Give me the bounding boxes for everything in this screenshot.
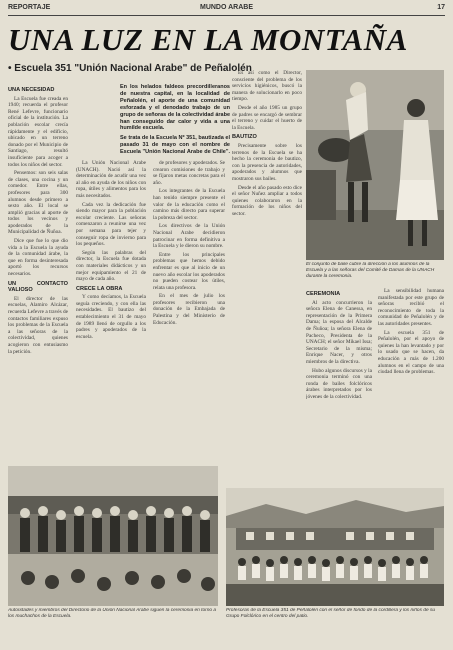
paragraph: Hubo algunos discursos y la ceremonia terminó con una ronda de bailes folclóricos árabes interpretados por los jóvenes de la colectividad. [306,367,372,400]
paragraph: Desde el año 1985 un grupo de padres se encargó de sembrar el terreno y cuidar el huerto de la Escuela. [232,104,302,131]
header-rule [8,15,445,16]
column-2 [76,160,146,455]
paragraph: La Unión Nacional Arabe (UNACH). Nació así la determinación de acudir una vez al año en ayuda de los niños con ropa, útiles y alimentos para los más necesitados. [76,160,146,199]
paragraph: El director de las escuelas, Alamiro Alcázar, recuerda Lefevre a través de contactos familiares expuso los problemas de la Escuela a las señoras de la colectividad, quienes acogieron con entusiasmo la petición. [8,295,68,355]
section-heading: CEREMONIA [306,291,341,297]
photo-students [226,488,444,606]
paragraph: Según las palabras del director, la Escuela fue dotada con materiales didácticos y un mejor equipamiento el 21 de mayo de cada año. [76,249,146,283]
paragraph: Pensemos: son seis salas de clases, una cocina y un comedor. Entre ellas, profesores para 300 alumnos desde primero a sexto año. El local se amplió gracias al aporte de todos los vecinos y apoderados de la Municipalidad de Ñuñoa. [8,170,68,236]
paragraph: Dice que fue lo que dio vida a la Escuela la ayuda de la comunidad árabe, la que en forma desinteresada aportó los recursos necesarios. [8,238,68,278]
paragraph: Precisamente sobre los terrenos de la Escuela se ha hecho la ceremonia de bautizo, con la presencia de autoridades, apoderados y alumnos que mostraron sus bailes. [232,142,302,182]
section-heading: UN CONTACTO VALIOSO [8,280,68,294]
article-title: UNA LUZ EN LA MONTAÑA [8,22,408,57]
paragraph: La sensibilidad humana manifestada por este grupo de señoras recibió el reconocimiento de toda la comunidad de Peñalolén y de las autoridades presentes. [378,288,444,327]
section-label: REPORTAJE [8,4,51,11]
paragraph: Los directivos de la Unión Nacional Arabe decidieron patrocinar en forma definitiva a la Escuela y le dieron su nombre. [153,223,225,250]
photo-students-caption: Profesoras de la Escuela 351 de Peñalolén con el señor de fondo de la cordillera y los niños de su Grupo Folclórico en el centro del patio. [226,608,436,619]
column-3 [153,160,225,455]
photo-students-image [226,488,444,606]
photo-dancers-image [306,70,444,260]
section-heading: BAUTIZO [232,134,257,141]
paragraph: La Escuela fue creada en 1940; recuerda el profesor René Lefevre, funcionario oficial de la institución. La población escolar crecía rápidamente y el edificio, ubicado en un terreno donado por el Municipio de Santiago, resultó insuficiente para acoger a todos los niños del sector. [8,95,68,168]
page-number: 17 [437,4,445,11]
column-6 [378,288,444,456]
lead-paragraph: En los helados faldeos precordilleranos de nuestra capital, en la localidad de Peñalolén, el aporte de una comunidad esforzada y el denodado trabajo de un grupo de señoras de la colectividad árabe han conseguido dar calor y vida a una humilde escuela. [120,84,230,132]
lead-paragraph: Se trata de la Escuela Nº 351, bautizada el pasado 31 de mayo con el nombre de Escuela "Unión Nacional Arabe de Chile". [120,135,230,156]
paragraph: Al acto concurrieron la señora Elena de Canessa, en representación de la Primera Dama; la esposa del Alcalde de Ñuñoa; la señora Elena de Pacheco, Presidenta de la UNACH; el señor Mikael Issa; Secretario de la misma; Enrique Nacer, y otros miembros de la directiva. [306,299,372,365]
paragraph: Desde el año pasado esto dice el señor Nuñez ampliar a todos quienes colaboraron en la formación de los niños del sector. [232,184,302,217]
photo-dancers [306,70,444,260]
article-lead [120,84,230,156]
paragraph: En el mes de julio los profesores recibieron una donación de la Embajada de Palestina y del Ministerio de Educación. [153,293,225,326]
photo-authorities-image [8,466,218,606]
column-5 [306,288,372,456]
paragraph: Cada vez la dedicación fue siendo mayor para la población escolar creciente. Las señoras comenzaron a reunirse una vez por semana para tejer y conseguir ropa de invierno para los pequeños. [76,201,146,248]
section-heading: CRECE LA OBRA [76,285,123,292]
paragraph: de profesores y apoderados. Se crearon comisiones de trabajo y se fijaron metas concretas para el año. [153,160,225,186]
paragraph: Entre los principales problemas que hemos debido enfrentar es que al inicio de un nuevo año escolar los apoderados no pueden costear los útiles, relata una profesora. [153,251,225,291]
photo-authorities-caption: Autoridades y miembros del Directorio de la Unión Nacional Arabe siguen la ceremonia en torno a los muchachos de la Escuela. [8,608,217,619]
paragraph: La escuela 351 de Peñalolén, por el apoyo de quienes la han levantado y por lo usado que se hacen, da educación a más de 1.200 alumnos en el campo de una ciudad llena de problemas. [378,329,444,376]
photo-authorities [8,466,218,606]
magazine-name: MUNDO ARABE [199,4,254,11]
paragraph: Y como decíamos, la Escuela seguía creciendo, y con ella las necesidades. El bautizo del establecimiento el 31 de mayo de 1989 llenó de orgullo a los padres y apoderados de la escuela. [76,294,146,340]
column-1 [8,84,68,456]
column-4 [232,70,302,456]
paragraph: Es así como el Director, consciente del problema de los servicios higiénicos, buscó la manera de solucionarlo en poco tiempo. [232,70,302,103]
section-heading: UNA NECESIDAD [8,87,55,93]
photo-dancers-caption: El conjunto de baile cubre la dirección a los alumnos de la Escuela y a las señoras del Comité de Damas de la UNACH durante la ceremonia. [306,262,435,279]
article-subtitle: • Escuela 351 "Unión Nacional Arabe" de Peñalolén [8,63,252,74]
paragraph: Los integrantes de la Escuela han tenido siempre presente el valor de la educación como el camino más directo para superar la pobreza del sector. [153,188,225,221]
